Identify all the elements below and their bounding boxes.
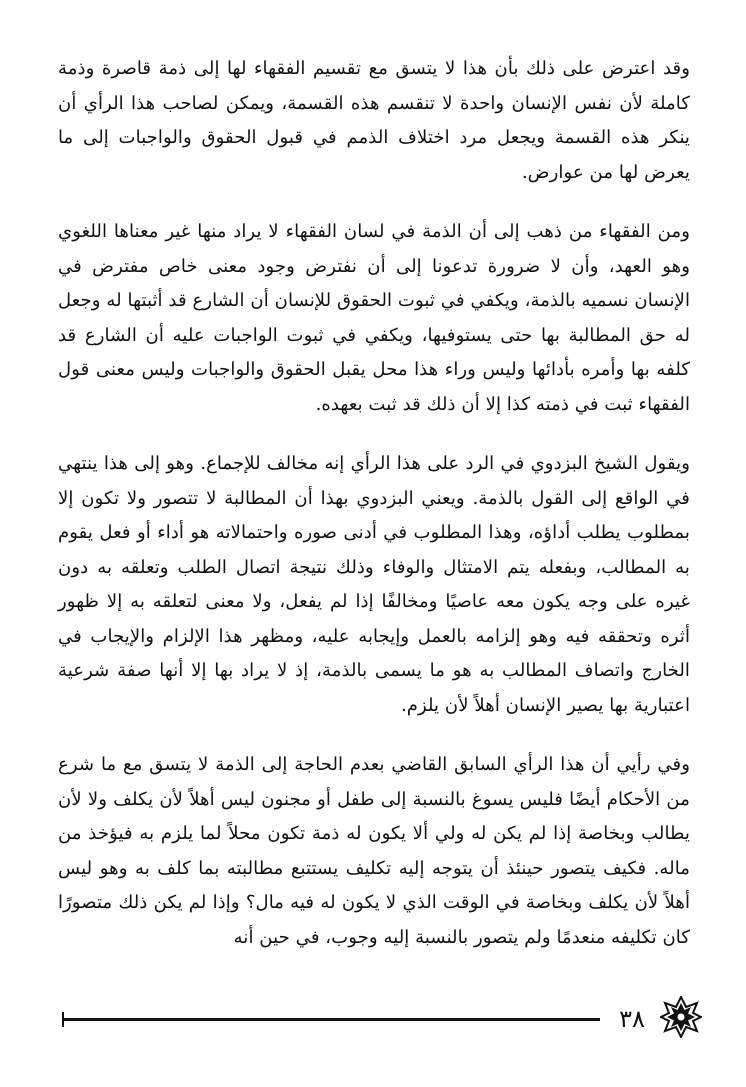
footer-rule	[64, 1018, 600, 1021]
page-number: ٣٨	[619, 1005, 645, 1033]
eight-point-star-ornament-icon	[660, 996, 702, 1038]
paragraph-2: ومن الفقهاء من ذهب إلى أن الذمة في لسان الفقهاء لا يراد منها غير معناها اللغوي وهو العهد، وأن لا ضرورة تدعونا إلى أن نفترض وجود معنى خاص مفترض في الإنسان نسميه بالذمة، ويكفي في ثبوت الحقوق للإنسان أن الشارع قد أثبتها له وجعل له حق المطالبة بها حتى يستوفيها، ويكفي في ثبوت الواجبات عليه أن الشارع قد كلفه بها وأمره بأدائها وليس وراء هذا محل يقبل الحقوق والواجبات وليس معنى قول الفقهاء ثبت في ذمته كذا إلا أن ذلك قد ثبت بعهده.	[58, 221, 690, 415]
paragraph-1: وقد اعترض على ذلك بأن هذا لا يتسق مع تقسيم الفقهاء لها إلى ذمة قاصرة وذمة كاملة لأن نفس الإنسان واحدة لا تنقسم هذه القسمة، ويمكن لصاحب هذا الرأي أن ينكر هذه القسمة ويجعل مرد اختلاف الذمم في قبول الحقوق والواجبات إلى ما يعرض لها من عوارض.	[58, 58, 690, 183]
paragraph-3: ويقول الشيخ البزدوي في الرد على هذا الرأي إنه مخالف للإجماع. وهو إلى هذا ينتهي في الواقع إلى القول بالذمة. ويعني البزدوي بهذا أن المطالبة لا تتصور ولا تكون إلا بمطلوب يطلب أداؤه، وهذا المطلوب في أدنى صوره واحتمالاته هو أداء أو فعل يقوم به المطالب، وبفعله يتم الامتثال والوفاء وذلك نتيجة اتصال الطلب وتعلقه به دون غيره على وجه يكون معه عاصيًا ومخالفًا إذا لم يفعل، ولا معنى لتعلقه به إلا ظهور أثره وتحققه فيه وهو إلزامه بالعمل وإيجابه عليه، ومظهر هذا الإلزام والإيجاب في الخارج واتصاف المطالب به هو ما يسمى بالذمة، إذ لا يراد بها إلا أنها صفة شرعية اعتبارية بها يصير الإنسان أهلاً لأن يلزم.	[58, 453, 690, 716]
page-footer	[60, 996, 696, 1046]
page-body	[58, 52, 690, 980]
paragraph-4: وفي رأيي أن هذا الرأي السابق القاضي بعدم الحاجة إلى الذمة لا يتسق مع ما شرع من الأحكام أيضًا فليس يسوغ بالنسبة إلى طفل أو مجنون ليس أهلاً لأن يكلف ولا لأن يطالب وبخاصة إذا لم يكن له ولي ألا يكون له ذمة تكون محلاً لما يلزم به فيؤخذ من ماله. فكيف يتصور حينئذ أن يتوجه إليه تكليف يستتبع مطالبته بما كلف به وهو ليس أهلاً لأن يكلف وبخاصة في الوقت الذي لا يكون له فيه مال؟ وإذا لم يكن ذلك متصورًا كان تكليفه منعدمًا ولم يتصور بالنسبة إليه وجوب، في حين أنه	[58, 754, 690, 948]
